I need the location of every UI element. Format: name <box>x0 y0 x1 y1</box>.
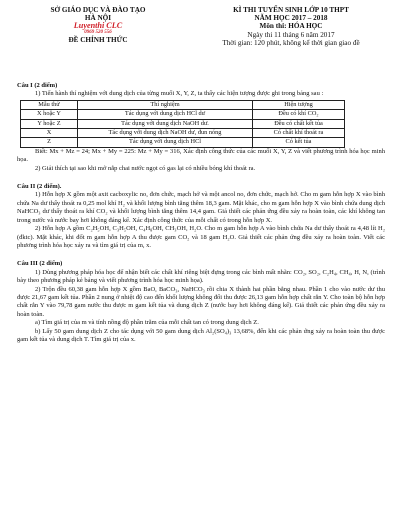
question-1-given: Biết: Mx + Mz = 24; Mx + My = 225: Mz + My = 316, Xác định công thức của các muối X, Y, Z và viết phương trình hóa học minh họa. <box>17 147 385 164</box>
table-header: Hiện tượng <box>253 100 345 109</box>
header-left <box>38 6 158 44</box>
exam-duration: Thời gian: 120 phút, không kể thời gian giao đề <box>222 38 360 47</box>
phenomena-table <box>20 100 345 148</box>
subject: Môn thi: HÓA HỌC <box>259 22 323 31</box>
table-header-row <box>21 100 345 109</box>
table-cell: Tác dụng với dung dịch NaOH dư. <box>78 119 253 128</box>
table-row <box>21 119 345 128</box>
question-1-title: Câu I (2 điểm) <box>17 82 58 89</box>
question-3-part-a: a) Tìm giá trị của m và tính nồng độ phần trăm của mỗi chất tan có trong dung dịch Z. <box>35 319 259 327</box>
table-cell: Tác dụng với dung dịch NaOH dư, đun nóng <box>78 129 253 138</box>
table-cell: X hoặc Y <box>21 110 78 119</box>
question-2-title: Câu II (2 điểm). <box>17 183 62 191</box>
table-cell: Có chất khí thoát ra <box>253 129 345 138</box>
table-cell: Z <box>21 138 78 147</box>
table-cell: Tác dụng với dung dịch HCl dư <box>78 110 253 119</box>
question-1-part-2: 2) Giải thích tại sao khi mở nắp chai nước ngọt có gas lại có nhiều bóng khí thoát ra. <box>35 164 256 172</box>
question-1-part-1: 1) Tiến hành thí nghiệm với dung dịch của từng muối X, Y, Z, ta thấy các hiện tượng được ghi trong bảng sau : <box>35 90 324 98</box>
department-name: SỞ GIÁO DỤC VÀ ĐÀO TẠO <box>50 6 146 14</box>
question-3-part-1: 1) Dùng phương pháp hóa học để nhận biết các chất khí riêng biệt đựng trong các bình mất nhãn: CO₂, SO₂, C₂H₄, CH₄, H, N, (trình bày theo phương pháp kẻ bảng và viết phương trình hóa học minh họa). <box>17 268 385 285</box>
table-cell: Có kết tủa <box>253 138 345 147</box>
watermark-phone: 0969 520 556 <box>84 30 112 35</box>
table-header: Thí nghiệm <box>78 100 253 109</box>
question-2-part-2: 2) Hỗn hợp A gồm C₂H₅OH, C₃H₅OH, C₄H₈OH, CH₃OH, H₂O. Cho m gam hỗn hợp A vào bình chứa Na dư thấy thoát ra 4,48 lít H₂ (đktc). Mặt khác, khi đốt m gam hỗn hợp A thu được gam CO₂ và 18 gam H₂O. Giả thiết các phản ứng đều xảy ra hoàn toàn. Viết các phương trình hóa học xảy ra và tìm giá trị của m, x. <box>17 225 385 249</box>
table-cell: Y hoặc Z <box>21 119 78 128</box>
table-header: Mẫu thử <box>21 100 78 109</box>
exam-body <box>17 82 385 344</box>
table-cell: Đều có chất kết tủa <box>253 119 345 128</box>
city-name: HÀ NỘI <box>84 14 112 22</box>
school-year: NĂM HỌC 2017 – 2018 <box>254 14 328 23</box>
watermark-logo: Luyenthi CLC <box>73 21 123 30</box>
table-cell: X <box>21 129 78 138</box>
table-row <box>21 110 345 119</box>
table-cell: Đều có khí CO₂ <box>253 110 345 119</box>
table-cell: Tác dụng với dung dịch HCl <box>78 138 253 147</box>
exam-date: Ngày thi 11 tháng 6 năm 2017 <box>247 30 335 39</box>
question-3-title: Câu III (2 điểm) <box>17 260 63 268</box>
header-right <box>196 6 386 47</box>
exam-title: KÌ THI TUYỂN SINH LỚP 10 THPT <box>233 6 349 14</box>
question-2-part-1: 1) Hỗn hợp X gồm một axit cacboxylic no, đơn chức, mạch hở và một ancol no, đơn chức, mạch hở. Cho m gam hỗn hợp X vào bình chứa Na dư thấy thoát ra 0,25 mol khí H₂ và khối lượng bình tăng thêm 18,3 gam. Mặt khác, cho m gam hỗn hợp X vào bình chứa dung dịch NaHCO₃ dư thấy thoát ra khí CO₂ và khối lượng bình tăng thêm 14,4 gam. Giả thiết các phản ứng đều xảy ra hoàn toàn, các khí không tan trong nước và nước bay hơi không đáng kể. Xác định công thức của mỗi chất có trong hỗn hợp X. <box>17 191 385 224</box>
table-row <box>21 138 345 147</box>
table-row <box>21 129 345 138</box>
question-3-part-2: 2) Trộn đều 60,38 gam hỗn hợp X gồm BaO, BaCO₃, NaHCO₃ rồi chia X thành hai phần bằng nhau. Phần 1 cho vào nước dư thu được 21,67 gam kết tủa. Phần 2 nung ở nhiệt độ cao đến khối lượng không đổi thu được 26,13 gam hỗn hợp chất rắn Y. Cho toàn bộ hỗn hợp chất rắn Y vào 79,78 gam nước thu được m gam kết tủa và dung dịch Z (nước bay hơi không đáng kể). Giả thiết các phản ứng đều xảy ra hoàn toàn. <box>17 285 385 318</box>
official-label: ĐỀ CHÍNH THỨC <box>68 36 128 44</box>
question-3-part-b: b) Lấy 50 gam dung dịch Z cho tác dụng với 50 gam dung dịch Al₂(SO₄)₃ 13,68%, đến khi các phản ứng xảy ra hoàn toàn thu được gam kết tủa và dung dịch T. Tìm giá trị của x. <box>17 327 385 343</box>
